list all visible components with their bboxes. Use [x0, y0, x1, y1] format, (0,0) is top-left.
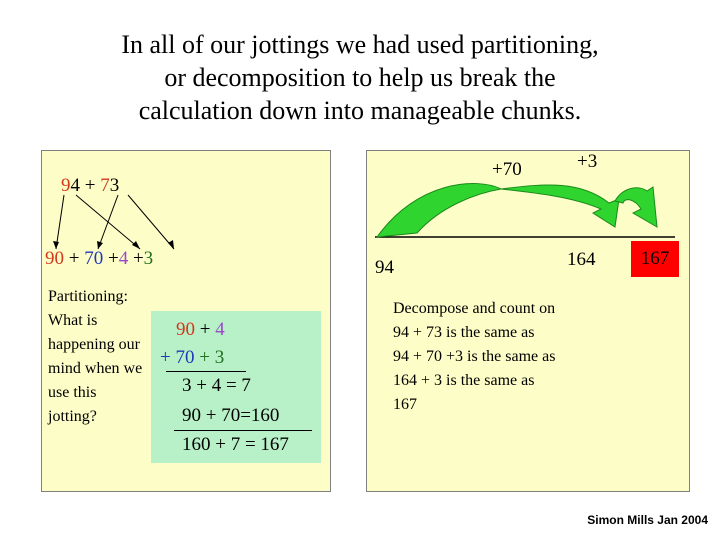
prompt-line: mind when we: [48, 360, 143, 377]
jump-arrow-70: [501, 185, 619, 227]
digit-ones-a: 4: [70, 175, 80, 196]
decompose-explanation: [393, 297, 555, 417]
number-167-highlight: 167: [631, 241, 679, 277]
jump-arrow-3: [615, 187, 657, 227]
calc-divider-1: [166, 371, 246, 372]
prompt-text: [48, 285, 142, 429]
jump-arc-70-rise: [377, 183, 501, 237]
arrow-3: [128, 195, 174, 249]
calc-row-5: 160 + 7 = 167: [182, 434, 289, 455]
calc-row-4: 90 + 70=160: [182, 405, 280, 426]
partitioned-expression: [45, 248, 153, 270]
digit-tens-b: 7: [100, 175, 110, 196]
digit-tens-a: 9: [61, 175, 71, 196]
number-94: 94: [375, 257, 394, 278]
partitioning-panel: [41, 150, 331, 492]
calc-row-2: [160, 347, 224, 369]
calc-70: 70: [175, 347, 195, 368]
jump-label-70: +70: [492, 159, 522, 180]
original-expression: [61, 175, 119, 197]
plus-sign: +: [194, 347, 215, 368]
jump-label-3: +3: [577, 151, 598, 172]
plus-sign: +: [103, 248, 119, 269]
calc-90: 90: [176, 319, 195, 340]
plus-sign: +: [128, 248, 144, 269]
title-line-2: or decomposition to help us break the: [164, 63, 556, 92]
digit-ones-b: 3: [109, 175, 120, 196]
prompt-line: use this: [48, 384, 97, 401]
explanation-line: 94 + 73 is the same as: [393, 324, 535, 341]
calc-row-1: [176, 319, 225, 341]
calc-divider-2: [174, 430, 312, 431]
calc-4: 4: [215, 319, 225, 340]
part-70: 70: [84, 248, 104, 269]
arrow-90: [56, 195, 64, 249]
number-line-panel: [366, 150, 690, 492]
prompt-line: What is: [48, 312, 98, 329]
prompt-line: jotting?: [48, 408, 97, 425]
calc-row-3: 3 + 4 = 7: [182, 375, 251, 396]
plus-sign: +: [160, 347, 176, 368]
explanation-line: 164 + 3 is the same as: [393, 372, 535, 389]
arrowhead-3: [168, 240, 174, 249]
prompt-line: Partitioning:: [48, 288, 128, 305]
part-4: 4: [118, 248, 129, 269]
plus-sign: +: [195, 319, 216, 340]
explanation-line: 94 + 70 +3 is the same as: [393, 348, 556, 365]
calc-3: 3: [214, 347, 225, 368]
number-164: 164: [567, 249, 596, 270]
arrow-70: [98, 195, 118, 249]
part-3: 3: [143, 248, 154, 269]
part-90: 90: [45, 248, 64, 269]
author-footer: Simon Mills Jan 2004: [587, 513, 708, 527]
slide-title: [20, 28, 700, 127]
plus-sign: +: [80, 175, 101, 196]
explanation-line: 167: [393, 396, 417, 413]
prompt-line: happening our: [48, 336, 140, 353]
explanation-line: Decompose and count on: [393, 300, 556, 317]
title-line-3: calculation down into manageable chunks.: [138, 96, 582, 125]
title-line-1: In all of our jottings we had used partitioning,: [121, 30, 599, 59]
plus-sign: +: [64, 248, 85, 269]
